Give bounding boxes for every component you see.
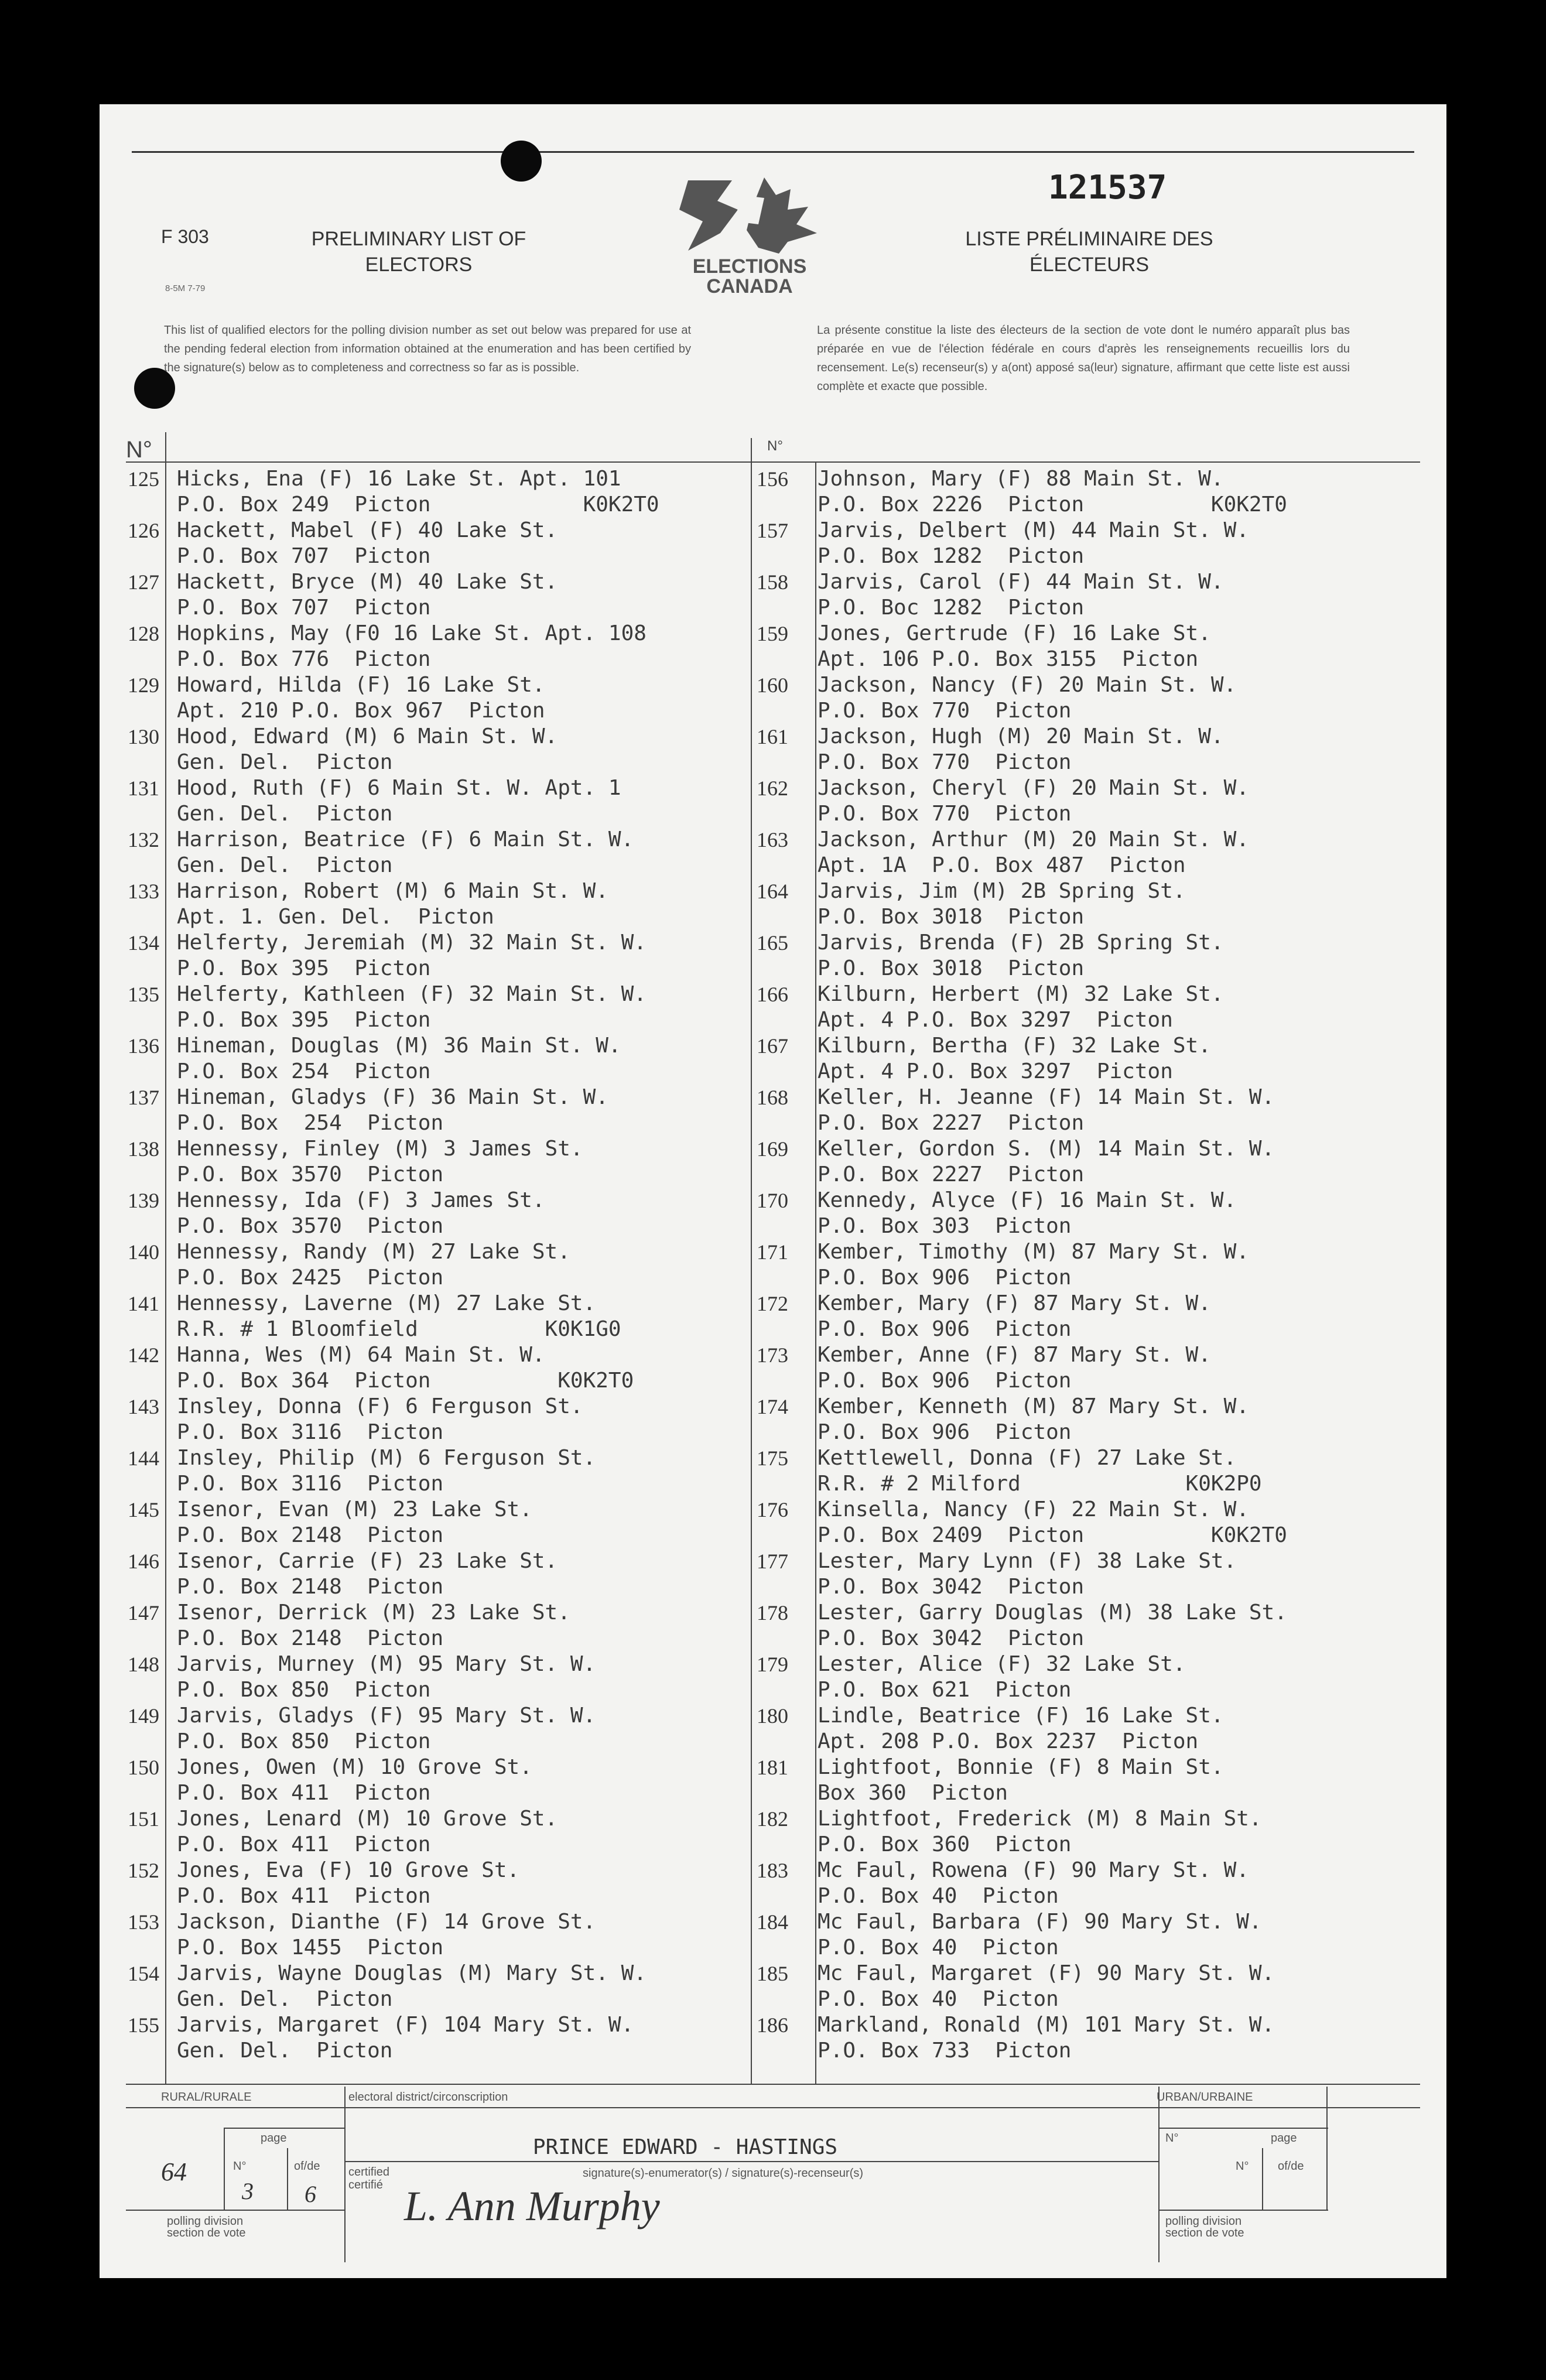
elector-name-address: Hineman, Douglas (M) 36 Main St. W. (177, 1034, 621, 1058)
elector-mailing-address: P.O. Box 2148 Picton (177, 1575, 444, 1599)
elector-number: 170 (757, 1189, 788, 1212)
elector-number: 149 (128, 1704, 159, 1728)
elector-name-address: Hackett, Bryce (M) 40 Lake St. (177, 570, 558, 594)
elector-number: 147 (128, 1601, 159, 1625)
elector-number: 177 (757, 1550, 788, 1573)
elector-name-address: Jarvis, Carol (F) 44 Main St. W. (818, 570, 1224, 594)
elector-number: 138 (128, 1137, 159, 1161)
elector-number: 173 (757, 1343, 788, 1367)
elector-mailing-address: P.O. Box 906 Picton (818, 1317, 1072, 1341)
elector-number: 130 (128, 725, 159, 748)
urban-page-rule (1262, 2148, 1263, 2210)
elector-name-address: Jarvis, Delbert (M) 44 Main St. W. (818, 518, 1249, 542)
urban-page-no-label: N° (1236, 2160, 1249, 2173)
elector-mailing-address: P.O. Box 850 Picton (177, 1729, 431, 1753)
elector-name-address: Jackson, Arthur (M) 20 Main St. W. (818, 827, 1249, 852)
elector-name-address: Kettlewell, Donna (F) 27 Lake St. (818, 1446, 1237, 1470)
elector-name-address: Hood, Ruth (F) 6 Main St. W. Apt. 1 (177, 776, 621, 800)
elector-number: 165 (757, 931, 788, 955)
elector-number: 178 (757, 1601, 788, 1625)
elector-name-address: Hackett, Mabel (F) 40 Lake St. (177, 518, 558, 542)
elector-name-address: Howard, Hilda (F) 16 Lake St. (177, 673, 545, 697)
elector-name-address: Lester, Garry Douglas (M) 38 Lake St. (818, 1601, 1287, 1625)
elector-number: 139 (128, 1189, 159, 1212)
elector-mailing-address: P.O. Box 906 Picton (818, 1420, 1072, 1444)
page-number: 3 (242, 2178, 254, 2204)
elector-name-address: Jones, Lenard (M) 10 Grove St. (177, 1807, 558, 1831)
elector-mailing-address: P.O. Boc 1282 Picton (818, 596, 1085, 620)
rural-of-label: of/de (294, 2160, 320, 2173)
elector-name-address: Mc Faul, Rowena (F) 90 Mary St. W. (818, 1858, 1249, 1882)
column-header-right: N° (767, 438, 783, 454)
elector-mailing-address: P.O. Box 395 Picton (177, 1008, 431, 1032)
urban-cell-bottom (1158, 2210, 1328, 2211)
elector-mailing-address: Gen. Del. Picton (177, 750, 393, 774)
elector-number: 182 (757, 1807, 788, 1831)
elector-mailing-address: P.O. Box 411 Picton (177, 1781, 431, 1805)
elector-number: 162 (757, 777, 788, 800)
list-bottom-rule (126, 2084, 1420, 2085)
elector-number: 126 (128, 519, 159, 542)
elector-number: 141 (128, 1292, 159, 1315)
rural-cell-bottom (126, 2210, 344, 2211)
elector-name-address: Johnson, Mary (F) 88 Main St. W. (818, 467, 1224, 491)
elector-name-address: Jarvis, Wayne Douglas (M) Mary St. W. (177, 1961, 647, 1985)
title-english: PRELIMINARY LIST OF ELECTORS (311, 228, 526, 276)
elector-number: 164 (757, 880, 788, 903)
elector-mailing-address: P.O. Box 707 Picton (177, 544, 431, 568)
elector-name-address: Keller, H. Jeanne (F) 14 Main St. W. (818, 1085, 1275, 1109)
rural-cell-top (224, 2128, 344, 2129)
elector-mailing-address: Apt. 4 P.O. Box 3297 Picton (818, 1008, 1173, 1032)
elector-name-address: Jones, Eva (F) 10 Grove St. (177, 1858, 520, 1882)
column-header-left: N° (126, 437, 152, 463)
elector-mailing-address: P.O. Box 776 Picton (177, 647, 431, 671)
elector-number: 152 (128, 1859, 159, 1882)
polling-division-number: 64 (161, 2157, 187, 2186)
elector-number: 154 (128, 1962, 159, 1985)
left-number-column-rule (165, 432, 166, 2084)
elector-mailing-address: P.O. Box 707 Picton (177, 596, 431, 620)
elector-name-address: Lindle, Beatrice (F) 16 Lake St. (818, 1704, 1224, 1728)
urban-no-label: N° (1165, 2132, 1179, 2145)
rural-label: RURAL/RURALE (161, 2091, 252, 2104)
elector-mailing-address: P.O. Box 621 Picton (818, 1678, 1072, 1702)
elector-number: 153 (128, 1910, 159, 1934)
signature-label: signature(s)-enumerator(s) / signature(s)-recenseur(s) (583, 2167, 864, 2180)
elector-mailing-address: P.O. Box 40 Picton (818, 1987, 1059, 2011)
elector-number: 135 (128, 983, 159, 1006)
elector-mailing-address: Box 360 Picton (818, 1781, 1008, 1805)
elector-name-address: Jarvis, Gladys (F) 95 Mary St. W. (177, 1704, 596, 1728)
elector-number: 186 (757, 2013, 788, 2037)
elector-number: 185 (757, 1962, 788, 1985)
elector-number: 148 (128, 1653, 159, 1676)
elector-name-address: Hennessy, Laverne (M) 27 Lake St. (177, 1291, 596, 1315)
elector-name-address: Jarvis, Margaret (F) 104 Mary St. W. (177, 2013, 634, 2037)
elector-name-address: Markland, Ronald (M) 101 Mary St. W. (818, 2013, 1275, 2037)
elector-number: 127 (128, 570, 159, 594)
elector-name-address: Jones, Owen (M) 10 Grove St. (177, 1755, 532, 1779)
elector-name-address: Lester, Alice (F) 32 Lake St. (818, 1652, 1186, 1676)
elector-number: 181 (757, 1756, 788, 1779)
elector-name-address: Isenor, Derrick (M) 23 Lake St. (177, 1601, 570, 1625)
elector-mailing-address: P.O. Box 3570 Picton (177, 1162, 444, 1186)
elector-number: 167 (757, 1034, 788, 1058)
elector-mailing-address: Apt. 4 P.O. Box 3297 Picton (818, 1059, 1173, 1083)
elector-mailing-address: P.O. Box 360 Picton (818, 1832, 1072, 1856)
footer-rule (126, 2107, 1420, 2108)
urban-label: URBAN/URBAINE (1157, 2091, 1253, 2104)
elector-mailing-address: P.O. Box 3042 Picton (818, 1575, 1085, 1599)
elector-name-address: Lester, Mary Lynn (F) 38 Lake St. (818, 1549, 1237, 1573)
elector-mailing-address: Gen. Del. Picton (177, 2039, 393, 2063)
district-label: electoral district/circonscription (348, 2091, 508, 2104)
elector-number: 159 (757, 622, 788, 645)
urban-right-rule (1326, 2087, 1328, 2210)
elector-number: 134 (128, 931, 159, 955)
elector-mailing-address: Gen. Del. Picton (177, 802, 393, 826)
elector-mailing-address: Gen. Del. Picton (177, 1987, 393, 2011)
elector-number: 180 (757, 1704, 788, 1728)
intro-french: La présente constitue la liste des électeurs de la section de vote dont le numéro apparaît plus bas préparée en vue de l'élection fédérale en cours d'après les renseignements recueillis lors du recensement. Le(s) recenseur(s) y a(ont) apposé sa(leur) signature, affirmant que cette liste est aussi complète et exacte que possible. (817, 324, 1350, 393)
elector-number: 184 (757, 1910, 788, 1934)
elector-number: 142 (128, 1343, 159, 1367)
elector-number: 144 (128, 1447, 159, 1470)
elector-number: 133 (128, 880, 159, 903)
elector-mailing-address: P.O. Box 2227 Picton (818, 1162, 1085, 1186)
elector-number: 161 (757, 725, 788, 748)
district-rule (344, 2161, 1158, 2162)
elector-name-address: Hood, Edward (M) 6 Main St. W. (177, 724, 558, 748)
certified-label: certified certifié (348, 2166, 390, 2191)
elector-number: 145 (128, 1498, 159, 1521)
elector-mailing-address: P.O. Box 40 Picton (818, 1936, 1059, 1960)
urban-page-label: page (1271, 2132, 1297, 2145)
elector-name-address: Keller, Gordon S. (M) 14 Main St. W. (818, 1137, 1275, 1161)
elector-mailing-address: Gen. Del. Picton (177, 853, 393, 877)
elector-name-address: Hennessy, Ida (F) 3 James St. (177, 1188, 545, 1212)
elector-number: 163 (757, 828, 788, 852)
elector-name-address: Jarvis, Brenda (F) 2B Spring St. (818, 931, 1224, 955)
elector-number: 125 (128, 467, 159, 491)
header-rule (126, 461, 1420, 463)
elector-number: 150 (128, 1756, 159, 1779)
elector-mailing-address: P.O. Box 254 Picton (177, 1059, 431, 1083)
elector-mailing-address: P.O. Box 3116 Picton (177, 1472, 444, 1496)
elector-name-address: Lightfoot, Bonnie (F) 8 Main St. (818, 1755, 1224, 1779)
elector-mailing-address: P.O. Box 411 Picton (177, 1832, 431, 1856)
elector-mailing-address: P.O. Box 303 Picton (818, 1214, 1072, 1238)
elector-number: 169 (757, 1137, 788, 1161)
elector-name-address: Insley, Donna (F) 6 Ferguson St. (177, 1394, 583, 1418)
elector-name-address: Helferty, Kathleen (F) 32 Main St. W. (177, 982, 647, 1006)
elector-number: 140 (128, 1240, 159, 1264)
elector-mailing-address: R.R. # 1 Bloomfield K0K1G0 (177, 1317, 621, 1341)
rural-no-label: N° (233, 2160, 247, 2173)
elector-mailing-address: P.O. Box 2148 Picton (177, 1523, 444, 1547)
elector-number: 128 (128, 622, 159, 645)
elector-name-address: Isenor, Evan (M) 23 Lake St. (177, 1497, 532, 1521)
elector-number: 143 (128, 1395, 159, 1418)
elector-mailing-address: P.O. Box 411 Picton (177, 1884, 431, 1908)
elector-name-address: Jackson, Dianthe (F) 14 Grove St. (177, 1910, 596, 1934)
elector-name-address: Insley, Philip (M) 6 Ferguson St. (177, 1446, 596, 1470)
page-total: 6 (305, 2181, 316, 2207)
elector-mailing-address: P.O. Box 770 Picton (818, 802, 1072, 826)
elector-number: 146 (128, 1550, 159, 1573)
elector-mailing-address: Apt. 1. Gen. Del. Picton (177, 905, 494, 929)
elector-name-address: Jackson, Hugh (M) 20 Main St. W. (818, 724, 1224, 748)
elector-mailing-address: P.O. Box 3116 Picton (177, 1420, 444, 1444)
elector-mailing-address: P.O. Box 254 Picton (177, 1111, 444, 1135)
serial-number: 121537 (1048, 169, 1167, 207)
elector-mailing-address: P.O. Box 364 Picton K0K2T0 (177, 1369, 634, 1393)
elector-mailing-address: P.O. Box 2227 Picton (818, 1111, 1085, 1135)
elector-name-address: Kember, Timothy (M) 87 Mary St. W. (818, 1240, 1249, 1264)
elector-name-address: Hennessy, Randy (M) 27 Lake St. (177, 1240, 570, 1264)
punch-hole-top (501, 141, 542, 182)
elector-mailing-address: P.O. Box 1455 Picton (177, 1936, 444, 1960)
elector-name-address: Lightfoot, Frederick (M) 8 Main St. (818, 1807, 1262, 1831)
elector-mailing-address: P.O. Box 3570 Picton (177, 1214, 444, 1238)
elector-name-address: Helferty, Jeremiah (M) 32 Main St. W. (177, 931, 647, 955)
elections-canada-maple-leaf-icon (676, 175, 823, 257)
rural-cell-rule (224, 2128, 225, 2210)
elector-number: 137 (128, 1086, 159, 1109)
elector-number: 131 (128, 777, 159, 800)
polling-division-label: polling division section de vote (167, 2215, 246, 2239)
elector-mailing-address: P.O. Box 2148 Picton (177, 1626, 444, 1650)
elector-number: 136 (128, 1034, 159, 1058)
elector-name-address: Kilburn, Bertha (F) 32 Lake St. (818, 1034, 1211, 1058)
elector-mailing-address: Apt. 1A P.O. Box 487 Picton (818, 853, 1186, 877)
elector-list-sheet (100, 104, 1446, 2278)
elector-name-address: Kilburn, Herbert (M) 32 Lake St. (818, 982, 1224, 1006)
rural-page-label: page (261, 2132, 287, 2145)
elector-name-address: Hopkins, May (F0 16 Lake St. Apt. 108 (177, 621, 647, 645)
elector-name-address: Jarvis, Jim (M) 2B Spring St. (818, 879, 1186, 903)
electoral-district: PRINCE EDWARD - HASTINGS (532, 2135, 838, 2159)
elector-mailing-address: P.O. Box 770 Picton (818, 699, 1072, 723)
elector-number: 129 (128, 673, 159, 697)
center-divider-left (751, 438, 752, 2084)
intro-english: This list of qualified electors for the polling division number as set out below was prepared for use at the pending federal election from information obtained at the enumeration and has been certified by the signature(s) below as to completeness and correctness so far as is possible. (164, 324, 691, 374)
elector-name-address: Mc Faul, Barbara (F) 90 Mary St. W. (818, 1910, 1262, 1934)
urban-of-label: of/de (1278, 2160, 1304, 2173)
title-french: LISTE PRÉLIMINAIRE DES ÉLECTEURS (965, 228, 1213, 276)
elector-number: 183 (757, 1859, 788, 1882)
logo-text: ELECTIONS CANADA (692, 255, 807, 298)
elector-mailing-address: P.O. Box 906 Picton (818, 1369, 1072, 1393)
elector-mailing-address: P.O. Box 249 Picton K0K2T0 (177, 493, 659, 517)
elector-number: 171 (757, 1240, 788, 1264)
elector-name-address: Kember, Mary (F) 87 Mary St. W. (818, 1291, 1211, 1315)
elector-mailing-address: P.O. Box 733 Picton (818, 2039, 1072, 2063)
rural-box-rule (344, 2087, 346, 2262)
elector-name-address: Jarvis, Murney (M) 95 Mary St. W. (177, 1652, 596, 1676)
urban-box-rule (1158, 2087, 1160, 2262)
elector-mailing-address: P.O. Box 2226 Picton K0K2T0 (818, 493, 1287, 517)
elector-mailing-address: P.O. Box 2425 Picton (177, 1266, 444, 1290)
elector-mailing-address: P.O. Box 906 Picton (818, 1266, 1072, 1290)
elector-name-address: Jones, Gertrude (F) 16 Lake St. (818, 621, 1211, 645)
urban-cell-top (1158, 2128, 1328, 2129)
elector-number: 151 (128, 1807, 159, 1831)
elector-mailing-address: Apt. 106 P.O. Box 3155 Picton (818, 647, 1199, 671)
elector-name-address: Kember, Kenneth (M) 87 Mary St. W. (818, 1394, 1249, 1418)
elector-name-address: Harrison, Robert (M) 6 Main St. W. (177, 879, 608, 903)
elector-name-address: Kinsella, Nancy (F) 22 Main St. W. (818, 1497, 1249, 1521)
form-number: F 303 (161, 226, 209, 247)
elector-mailing-address: Apt. 210 P.O. Box 967 Picton (177, 699, 545, 723)
elector-number: 157 (757, 519, 788, 542)
elector-name-address: Kennedy, Alyce (F) 16 Main St. W. (818, 1188, 1237, 1212)
elector-number: 176 (757, 1498, 788, 1521)
elector-name-address: Jackson, Nancy (F) 20 Main St. W. (818, 673, 1237, 697)
elector-mailing-address: P.O. Box 3018 Picton (818, 956, 1085, 980)
elector-number: 174 (757, 1395, 788, 1418)
elector-number: 155 (128, 2013, 159, 2037)
elector-name-address: Jackson, Cheryl (F) 20 Main St. W. (818, 776, 1249, 800)
elector-number: 160 (757, 673, 788, 697)
elector-number: 132 (128, 828, 159, 852)
elector-number: 179 (757, 1653, 788, 1676)
urban-polling-label: polling division section de vote (1165, 2215, 1244, 2239)
elector-number: 168 (757, 1086, 788, 1109)
elector-mailing-address: R.R. # 2 Milford K0K2P0 (818, 1472, 1262, 1496)
elector-name-address: Hineman, Gladys (F) 36 Main St. W. (177, 1085, 608, 1109)
elector-mailing-address: P.O. Box 1282 Picton (818, 544, 1085, 568)
elector-number: 175 (757, 1447, 788, 1470)
elector-mailing-address: P.O. Box 3018 Picton (818, 905, 1085, 929)
form-code: 8-5M 7-79 (165, 283, 206, 293)
elector-number: 166 (757, 983, 788, 1006)
elector-number: 172 (757, 1292, 788, 1315)
elector-name-address: Hicks, Ena (F) 16 Lake St. Apt. 101 (177, 467, 621, 491)
elector-mailing-address: P.O. Box 2409 Picton K0K2T0 (818, 1523, 1287, 1547)
elector-name-address: Kember, Anne (F) 87 Mary St. W. (818, 1343, 1211, 1367)
elector-name-address: Hanna, Wes (M) 64 Main St. W. (177, 1343, 545, 1367)
elector-number: 158 (757, 570, 788, 594)
elector-mailing-address: P.O. Box 3042 Picton (818, 1626, 1085, 1650)
elector-name-address: Isenor, Carrie (F) 23 Lake St. (177, 1549, 558, 1573)
elector-mailing-address: P.O. Box 770 Picton (818, 750, 1072, 774)
elector-mailing-address: Apt. 208 P.O. Box 2237 Picton (818, 1729, 1199, 1753)
center-divider-right (815, 461, 816, 2084)
elector-mailing-address: P.O. Box 40 Picton (818, 1884, 1059, 1908)
elector-mailing-address: P.O. Box 850 Picton (177, 1678, 431, 1702)
elector-name-address: Mc Faul, Margaret (F) 90 Mary St. W. (818, 1961, 1275, 1985)
elector-name-address: Harrison, Beatrice (F) 6 Main St. W. (177, 827, 634, 852)
enumerator-signature: L. Ann Murphy (404, 2183, 660, 2229)
elector-name-address: Hennessy, Finley (M) 3 James St. (177, 1137, 583, 1161)
elector-number: 156 (757, 467, 788, 491)
top-rule (132, 151, 1414, 153)
elector-mailing-address: P.O. Box 395 Picton (177, 956, 431, 980)
rural-page-rule (287, 2148, 288, 2210)
